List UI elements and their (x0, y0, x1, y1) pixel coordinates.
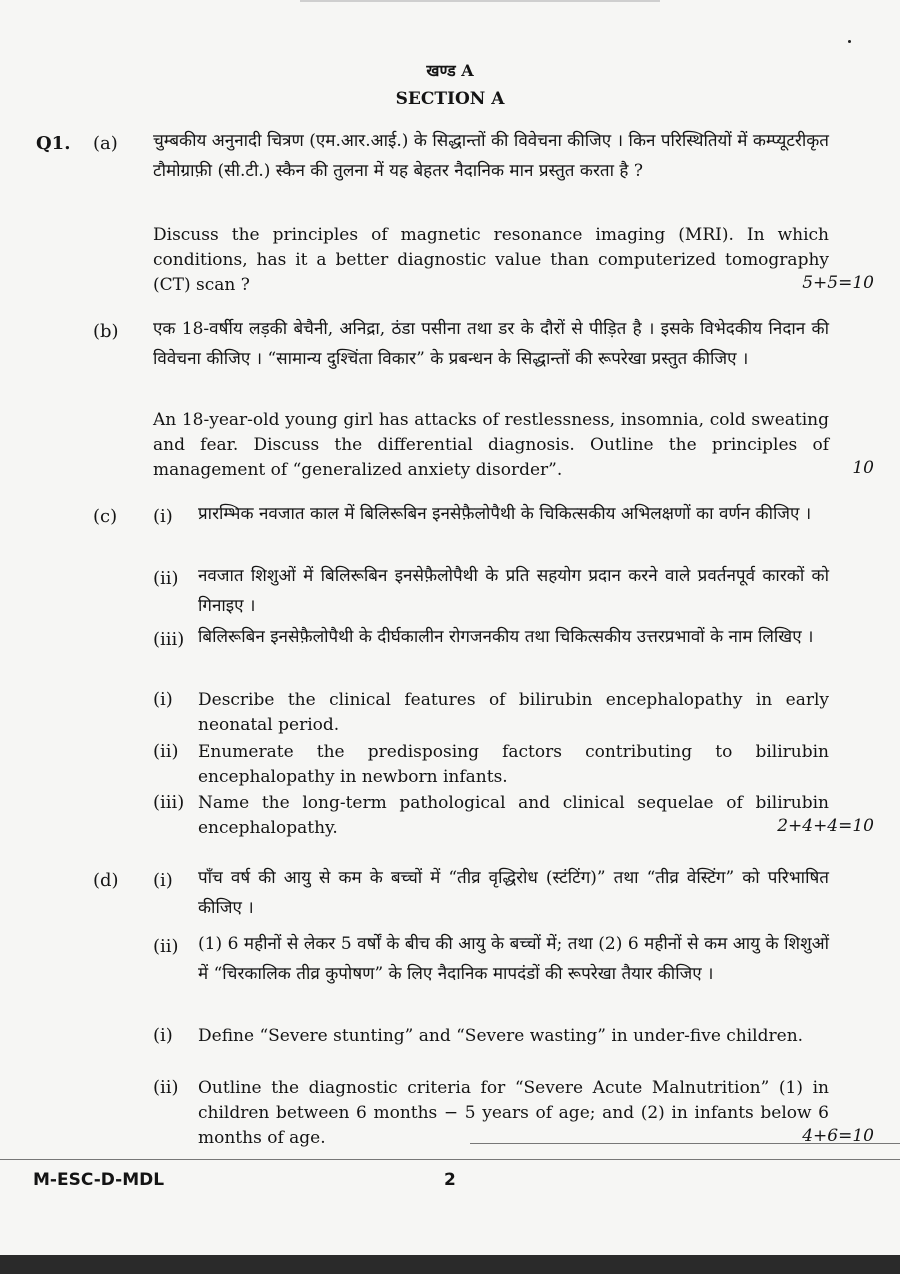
question-number: Q1. (36, 133, 71, 154)
part-a-english: Discuss the principles of magnetic resonance imaging (MRI). In which conditions, has it a better diagnostic value than computerized tomography (CT) scan ? (153, 225, 829, 295)
section-title-english: SECTION A (395, 89, 505, 109)
part-c-item-2-text: नवजात शिशुओं में बिलिरूबिन इनसेफ़ैलोपैथी के प्रति सहयोग प्रदान करने वाले प्रवर्तनपूर्व कारकों को गिनाइए । (198, 566, 829, 616)
part-b-english: An 18-year-old young girl has attacks of restlessness, insomnia, cold sweating and fear. Discuss the differential diagnosis. Outline the principles of management of “generalized anxiety disorder”. (153, 410, 829, 480)
part-d-item-4-num: (ii) (153, 1077, 179, 1098)
part-c-item-4-text: Describe the clinical features of bilirubin encephalopathy in early neonatal period. (198, 690, 829, 735)
part-c-label: (c) (93, 506, 118, 527)
part-d-item-1-text: पाँच वर्ष की आयु से कम के बच्चों में “तीव्र वृद्धिरोध (स्टंटिंग)” तथा “तीव्र वेस्टिंग” को परिभाषित कीजिए । (198, 868, 829, 918)
scan-bottom-edge (0, 1255, 900, 1274)
part-c-item-3-num: (iii) (153, 629, 185, 650)
footer-rule (0, 1159, 900, 1160)
part-c-item-1-num: (i) (153, 506, 173, 527)
paper-code: M-ESC-D-MDL (33, 1170, 165, 1190)
part-d-item-4-text: Outline the diagnostic criteria for “Severe Acute Malnutrition” (1) in children between 6 months − 5 years of age; and (2) in infants below 6 months of age. (198, 1078, 829, 1148)
part-c-item-3-text: बिलिरूबिन इनसेफ़ैलोपैथी के दीर्घकालीन रोगजनकीय तथा चिकित्सकीय उत्तरप्रभावों के नाम लिखिए । (198, 627, 814, 647)
part-d-item-3-num: (i) (153, 1025, 173, 1046)
top-rule (300, 0, 660, 2)
part-c-item-6-text: Name the long-term pathological and clinical sequelae of bilirubin encephalopathy. (198, 793, 829, 838)
part-a-label: (a) (93, 133, 118, 154)
part-d-item-1-num: (i) (153, 870, 173, 891)
part-b-marks: 10 (852, 458, 874, 478)
part-c-item-6-num: (iii) (153, 792, 185, 813)
part-b-label: (b) (93, 321, 119, 342)
marks-underline (470, 1143, 900, 1144)
part-b-hindi: एक 18-वर्षीय लड़की बेचैनी, अनिद्रा, ठंडा पसीना तथा डर के दौरों से पीड़ित है । इसके विभेदकीय निदान की विवेचना कीजिए । “सामान्य दुश्चिंता विकार” के प्रबन्धन के सिद्धान्तों की रूपरेखा प्रस्तुत कीजिए । (153, 319, 829, 369)
part-c-item-1-text: प्रारम्भिक नवजात काल में बिलिरूबिन इनसेफ़ैलोपैथी के चिकित्सकीय अभिलक्षणों का वर्णन कीजिए । (198, 504, 812, 524)
part-d-item-2-num: (ii) (153, 936, 179, 957)
part-c-item-5-num: (ii) (153, 741, 179, 762)
part-a-hindi: चुम्बकीय अनुनादी चित्रण (एम.आर.आई.) के सिद्धान्तों की विवेचना कीजिए । किन परिस्थितियों में कम्प्यूटरीकृत टौमोग्राफ़ी (सी.टी.) स्कैन की तुलना में यह बेहतर नैदानिक मान प्रस्तुत करता है ? (153, 131, 829, 181)
part-c-marks: 2+4+4=10 (777, 816, 874, 836)
part-c-item-4-num: (i) (153, 689, 173, 710)
page-number: 2 (444, 1170, 456, 1190)
part-a-marks: 5+5=10 (802, 273, 874, 293)
part-d-label: (d) (93, 870, 119, 891)
section-title-hindi: खण्ड A (426, 61, 474, 80)
part-d-item-3-text: Define “Severe stunting” and “Severe wasting” in under-five children. (198, 1026, 804, 1046)
part-d-marks: 4+6=10 (802, 1126, 874, 1146)
part-d-item-2-text: (1) 6 महीनों से लेकर 5 वर्षों के बीच की आयु के बच्चों में; तथा (2) 6 महीनों से कम आयु के शिशुओं में “चिरकालिक तीव्र कुपोषण” के लिए नैदानिक मापदंडों की रूपरेखा तैयार कीजिए । (198, 934, 829, 984)
part-c-item-5-text: Enumerate the predisposing factors contributing to bilirubin encephalopathy in newborn infants. (198, 742, 829, 787)
stray-dot (848, 40, 851, 43)
part-c-item-2-num: (ii) (153, 568, 179, 589)
